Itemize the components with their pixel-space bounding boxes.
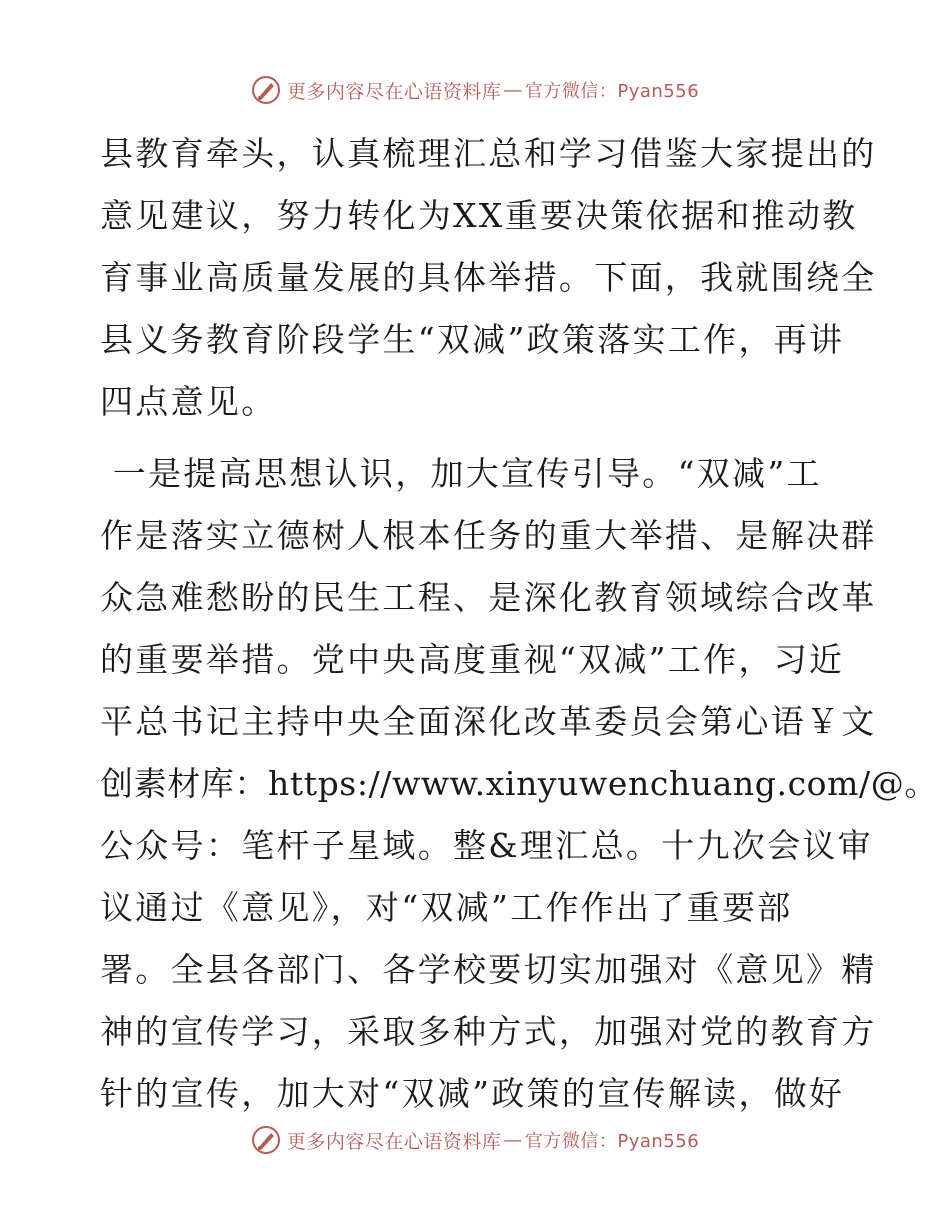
text-line: 众急难愁盼的民生工程、是深化教育领域综合改革 bbox=[100, 578, 877, 617]
text-line: 针的宣传，加大对“双减”政策的宣传解读，做好 bbox=[100, 1074, 845, 1113]
text-line: 一是提高思想认识，加大宣传引导。“双减”工 bbox=[100, 454, 822, 493]
watermark-dash: — bbox=[503, 1129, 523, 1151]
paragraph-2 bbox=[100, 443, 938, 1125]
footer-watermark bbox=[0, 1120, 950, 1160]
text-line: 县教育牵头，认真梳理汇总和学习借鉴大家提出的 bbox=[100, 134, 877, 173]
text-line: 署。全县各部门、各学校要切实加强对《意见》精 bbox=[100, 950, 877, 989]
text-line: 育事业高质量发展的具体举措。下面，我就围绕全 bbox=[100, 258, 877, 297]
paragraph-1 bbox=[100, 123, 877, 433]
text-line: 平总书记主持中央全面深化改革委员会第心语￥文 bbox=[100, 702, 877, 741]
text-line: 县义务教育阶段学生“双减”政策落实工作，再讲 bbox=[100, 320, 845, 359]
watermark-text: 更多内容尽在心语资料库 bbox=[286, 80, 502, 103]
document-body bbox=[100, 123, 938, 1125]
watermark-wechat: 官方微信：Pyan556 bbox=[524, 1131, 700, 1152]
paragraph-gap bbox=[100, 433, 860, 443]
pen-logo-icon bbox=[251, 75, 281, 105]
watermark-text: 更多内容尽在心语资料库 bbox=[286, 1130, 502, 1153]
text-line: 议通过《意见》，对“双减”工作作出了重要部 bbox=[100, 888, 793, 927]
text-line: 意见建议，努力转化为XX重要决策依据和推动教 bbox=[100, 196, 858, 235]
text-line: 公众号：笔杆子星域。整&理汇总。十九次会议审 bbox=[100, 826, 873, 865]
text-line: 四点意见。 bbox=[100, 382, 277, 421]
header-watermark bbox=[0, 70, 950, 110]
text-line: 的重要举措。党中央高度重视“双减”工作，习近 bbox=[100, 640, 845, 679]
text-line: 神的宣传学习，采取多种方式，加强对党的教育方 bbox=[100, 1012, 877, 1051]
watermark-dash: — bbox=[503, 79, 523, 101]
text-line: 创素材库：https://www.xinyuwenchuang.com/@。 bbox=[100, 764, 938, 803]
text-line: 作是落实立德树人根本任务的重大举措、是解决群 bbox=[100, 516, 877, 555]
watermark-wechat: 官方微信：Pyan556 bbox=[524, 81, 700, 102]
pen-logo-icon bbox=[251, 1125, 281, 1155]
